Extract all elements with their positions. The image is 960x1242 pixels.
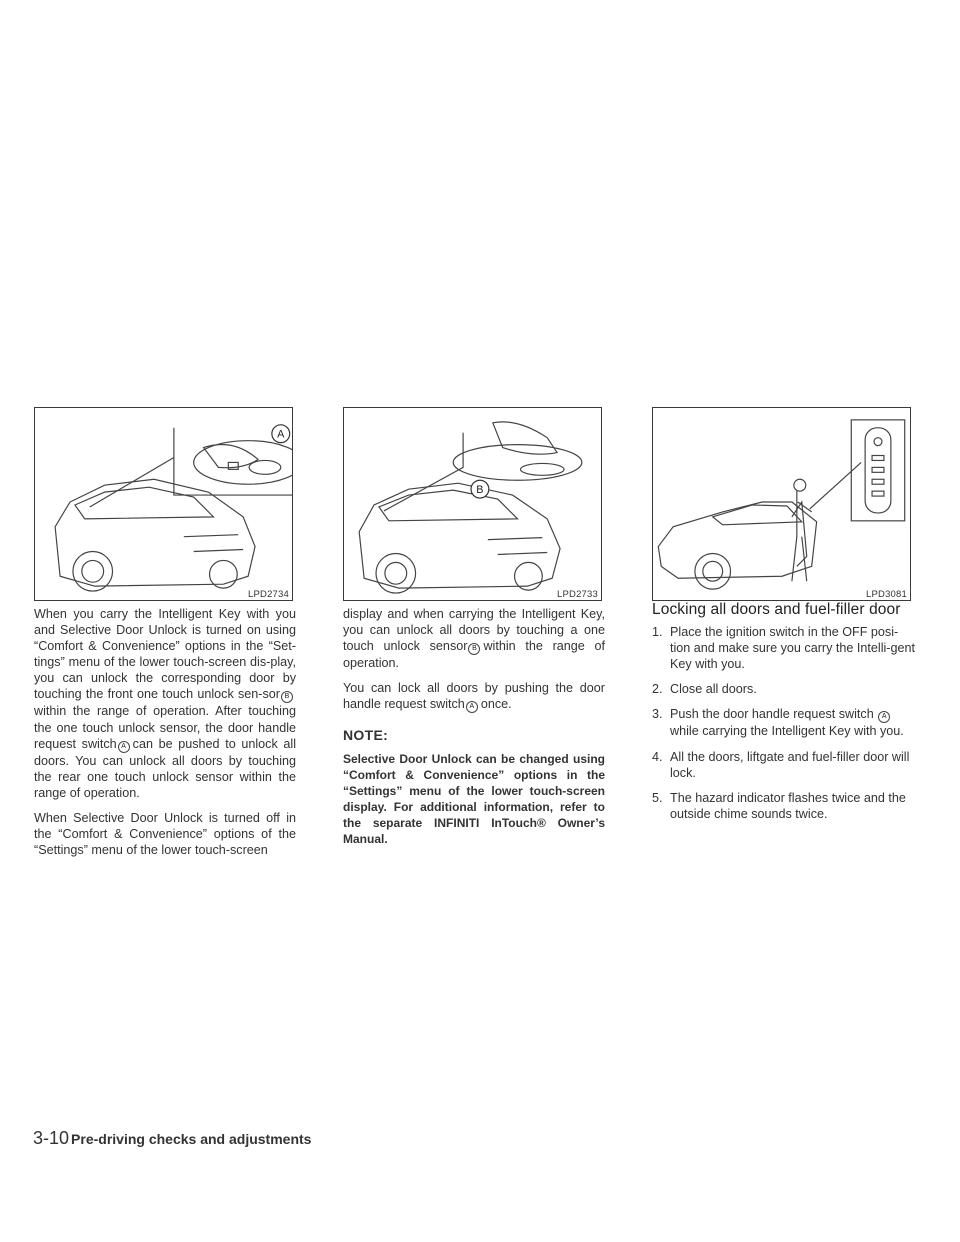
- callout-a-icon: A: [466, 701, 478, 713]
- note-heading: NOTE:: [343, 727, 389, 744]
- section-heading: Locking all doors and fuel-filler door: [652, 601, 901, 618]
- figure-person-with-key: [652, 407, 911, 601]
- text-column-1: [34, 606, 296, 867]
- callout-a-label: A: [277, 428, 285, 441]
- text-column-3: [652, 602, 916, 831]
- figure-code: LPD2733: [556, 589, 598, 600]
- page-footer: [33, 1128, 311, 1149]
- person-locking-car-illustration: [653, 408, 910, 600]
- suv-door-handle-illustration: [35, 408, 292, 600]
- list-item: 1. Place the ignition switch in the OFF posi-tion and make sure you carry the Intelli-gent Key with you.: [652, 625, 916, 672]
- suv-unlock-sensor-illustration: [344, 408, 601, 600]
- callout-b-icon: B: [468, 643, 480, 655]
- list-item: 4. All the doors, liftgate and fuel-filler door will lock.: [652, 749, 910, 780]
- figure-code: LPD3081: [865, 589, 907, 600]
- figure-unlock-sensor: [343, 407, 602, 601]
- callout-a-icon: A: [118, 741, 130, 753]
- list-item: 2. Close all doors.: [652, 682, 757, 697]
- steps-list: [652, 624, 916, 822]
- callout-a-icon: A: [878, 711, 890, 723]
- note-body: Selective Door Unlock can be changed using “Comfort & Convenience” options in the “Settings” menu of the lower touch-screen display. For additional information, refer to the separate INFINITI InTouch® Owner’s Manual.: [343, 752, 605, 847]
- paragraph: When you carry the Intelligent Key with you and Selective Door Unlock is turned on using “Comfort & Convenience” options in the “Set-tings” menu of the lower touch-screen dis-play, you can unlock the corresponding door by touching the front one touch unlock sen-sor Bwithin the range of operation. After touching the one touch unlock sensor, the door handle request switch A can be pushed to unlock all doors. You can unlock all doors by touching the rear one touch unlock sensor within the range of operation.: [34, 607, 296, 800]
- paragraph: When Selective Door Unlock is turned off in the “Comfort & Convenience” options of the “Settings” menu of the lower touch-screen: [34, 810, 296, 858]
- paragraph: display and when carrying the Intelligent Key, you can unlock all doors by touching a one touch unlock sensor B within the range of operation.: [343, 607, 605, 671]
- figure-code: LPD2734: [247, 589, 289, 600]
- paragraph: You can lock all doors by pushing the door handle request switch A once.: [343, 681, 605, 712]
- list-item: 3. Push the door handle request switch A while carrying the Intelligent Key with you.: [652, 707, 904, 739]
- list-item: 5. The hazard indicator flashes twice and the outside chime sounds twice.: [652, 790, 906, 821]
- text-column-2: [343, 606, 605, 847]
- figure-door-handle-switch: [34, 407, 293, 601]
- callout-b-label: B: [476, 484, 484, 497]
- section-title: Pre-driving checks and adjustments: [71, 1131, 312, 1147]
- callout-b-icon: B: [281, 691, 293, 703]
- page-number: 3-10: [33, 1128, 70, 1148]
